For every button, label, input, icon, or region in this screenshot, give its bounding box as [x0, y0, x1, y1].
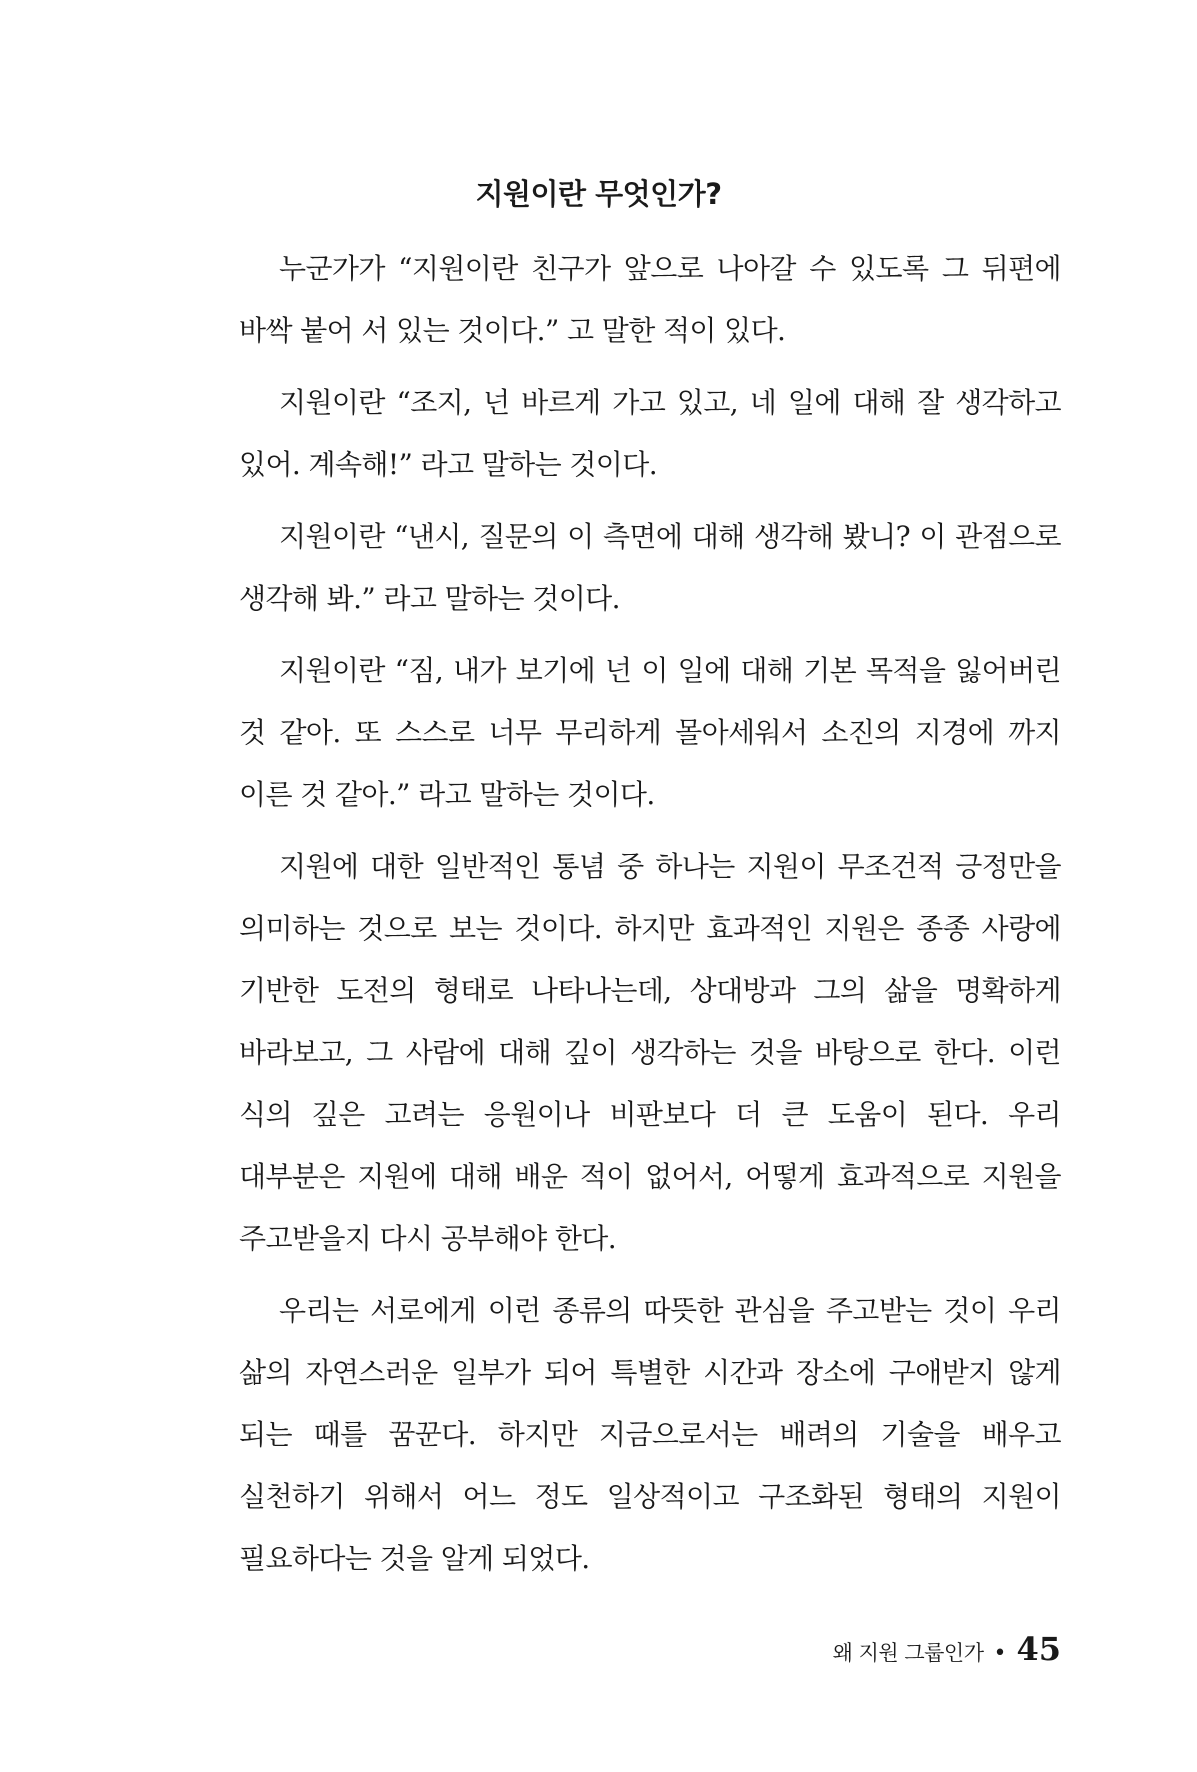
paragraph: 지원이란 “짐, 내가 보기에 넌 이 일에 대해 기본 목적을 잃어버린 것 같아. 또 스스로 너무 무리하게 몰아세워서 소진의 지경에 까지 이른 것 같아.” 라고 말하는 것이다.: [239, 654, 1061, 811]
page-number: 45: [1016, 1630, 1061, 1668]
paragraph: 누군가가 “지원이란 친구가 앞으로 나아갈 수 있도록 그 뒤편에 바싹 붙어 서 있는 것이다.” 고 말한 적이 있다.: [239, 252, 1061, 347]
section-title: 지원이란 무엇인가?: [475, 177, 722, 211]
bullet-separator: •: [993, 1641, 1007, 1666]
running-head: 왜 지원 그룹인가: [832, 1641, 984, 1665]
paragraph: 지원이란 “조지, 넌 바르게 가고 있고, 네 일에 대해 잘 생각하고 있어. 계속해!” 라고 말하는 것이다.: [239, 386, 1061, 481]
page-footer: [833, 1630, 1061, 1668]
paragraph: 지원이란 “낸시, 질문의 이 측면에 대해 생각해 봤니? 이 관점으로 생각해 봐.” 라고 말하는 것이다.: [239, 520, 1061, 615]
body-text: [239, 238, 1061, 1600]
paragraph: 지원에 대한 일반적인 통념 중 하나는 지원이 무조건적 긍정만을 의미하는 것으로 보는 것이다. 하지만 효과적인 지원은 종종 사랑에 기반한 도전의 형태로 나타나는데, 상대방과 그의 삶을 명확하게 바라보고, 그 사람에 대해 깊이 생각하는 것을 바탕으로 한다. 이런 식의 깊은 고려는 응원이나 비판보다 더 큰 도움이 된다. 우리 대부분은 지원에 대해 배운 적이 없어서, 어떻게 효과적으로 지원을 주고받을지 다시 공부해야 한다.: [239, 850, 1061, 1255]
paragraph: 우리는 서로에게 이런 종류의 따뜻한 관심을 주고받는 것이 우리 삶의 자연스러운 일부가 되어 특별한 시간과 장소에 구애받지 않게 되는 때를 꿈꾼다. 하지만 지금으로서는 배려의 기술을 배우고 실천하기 위해서 어느 정도 일상적이고 구조화된 형태의 지원이 필요하다는 것을 알게 되었다.: [239, 1294, 1061, 1575]
